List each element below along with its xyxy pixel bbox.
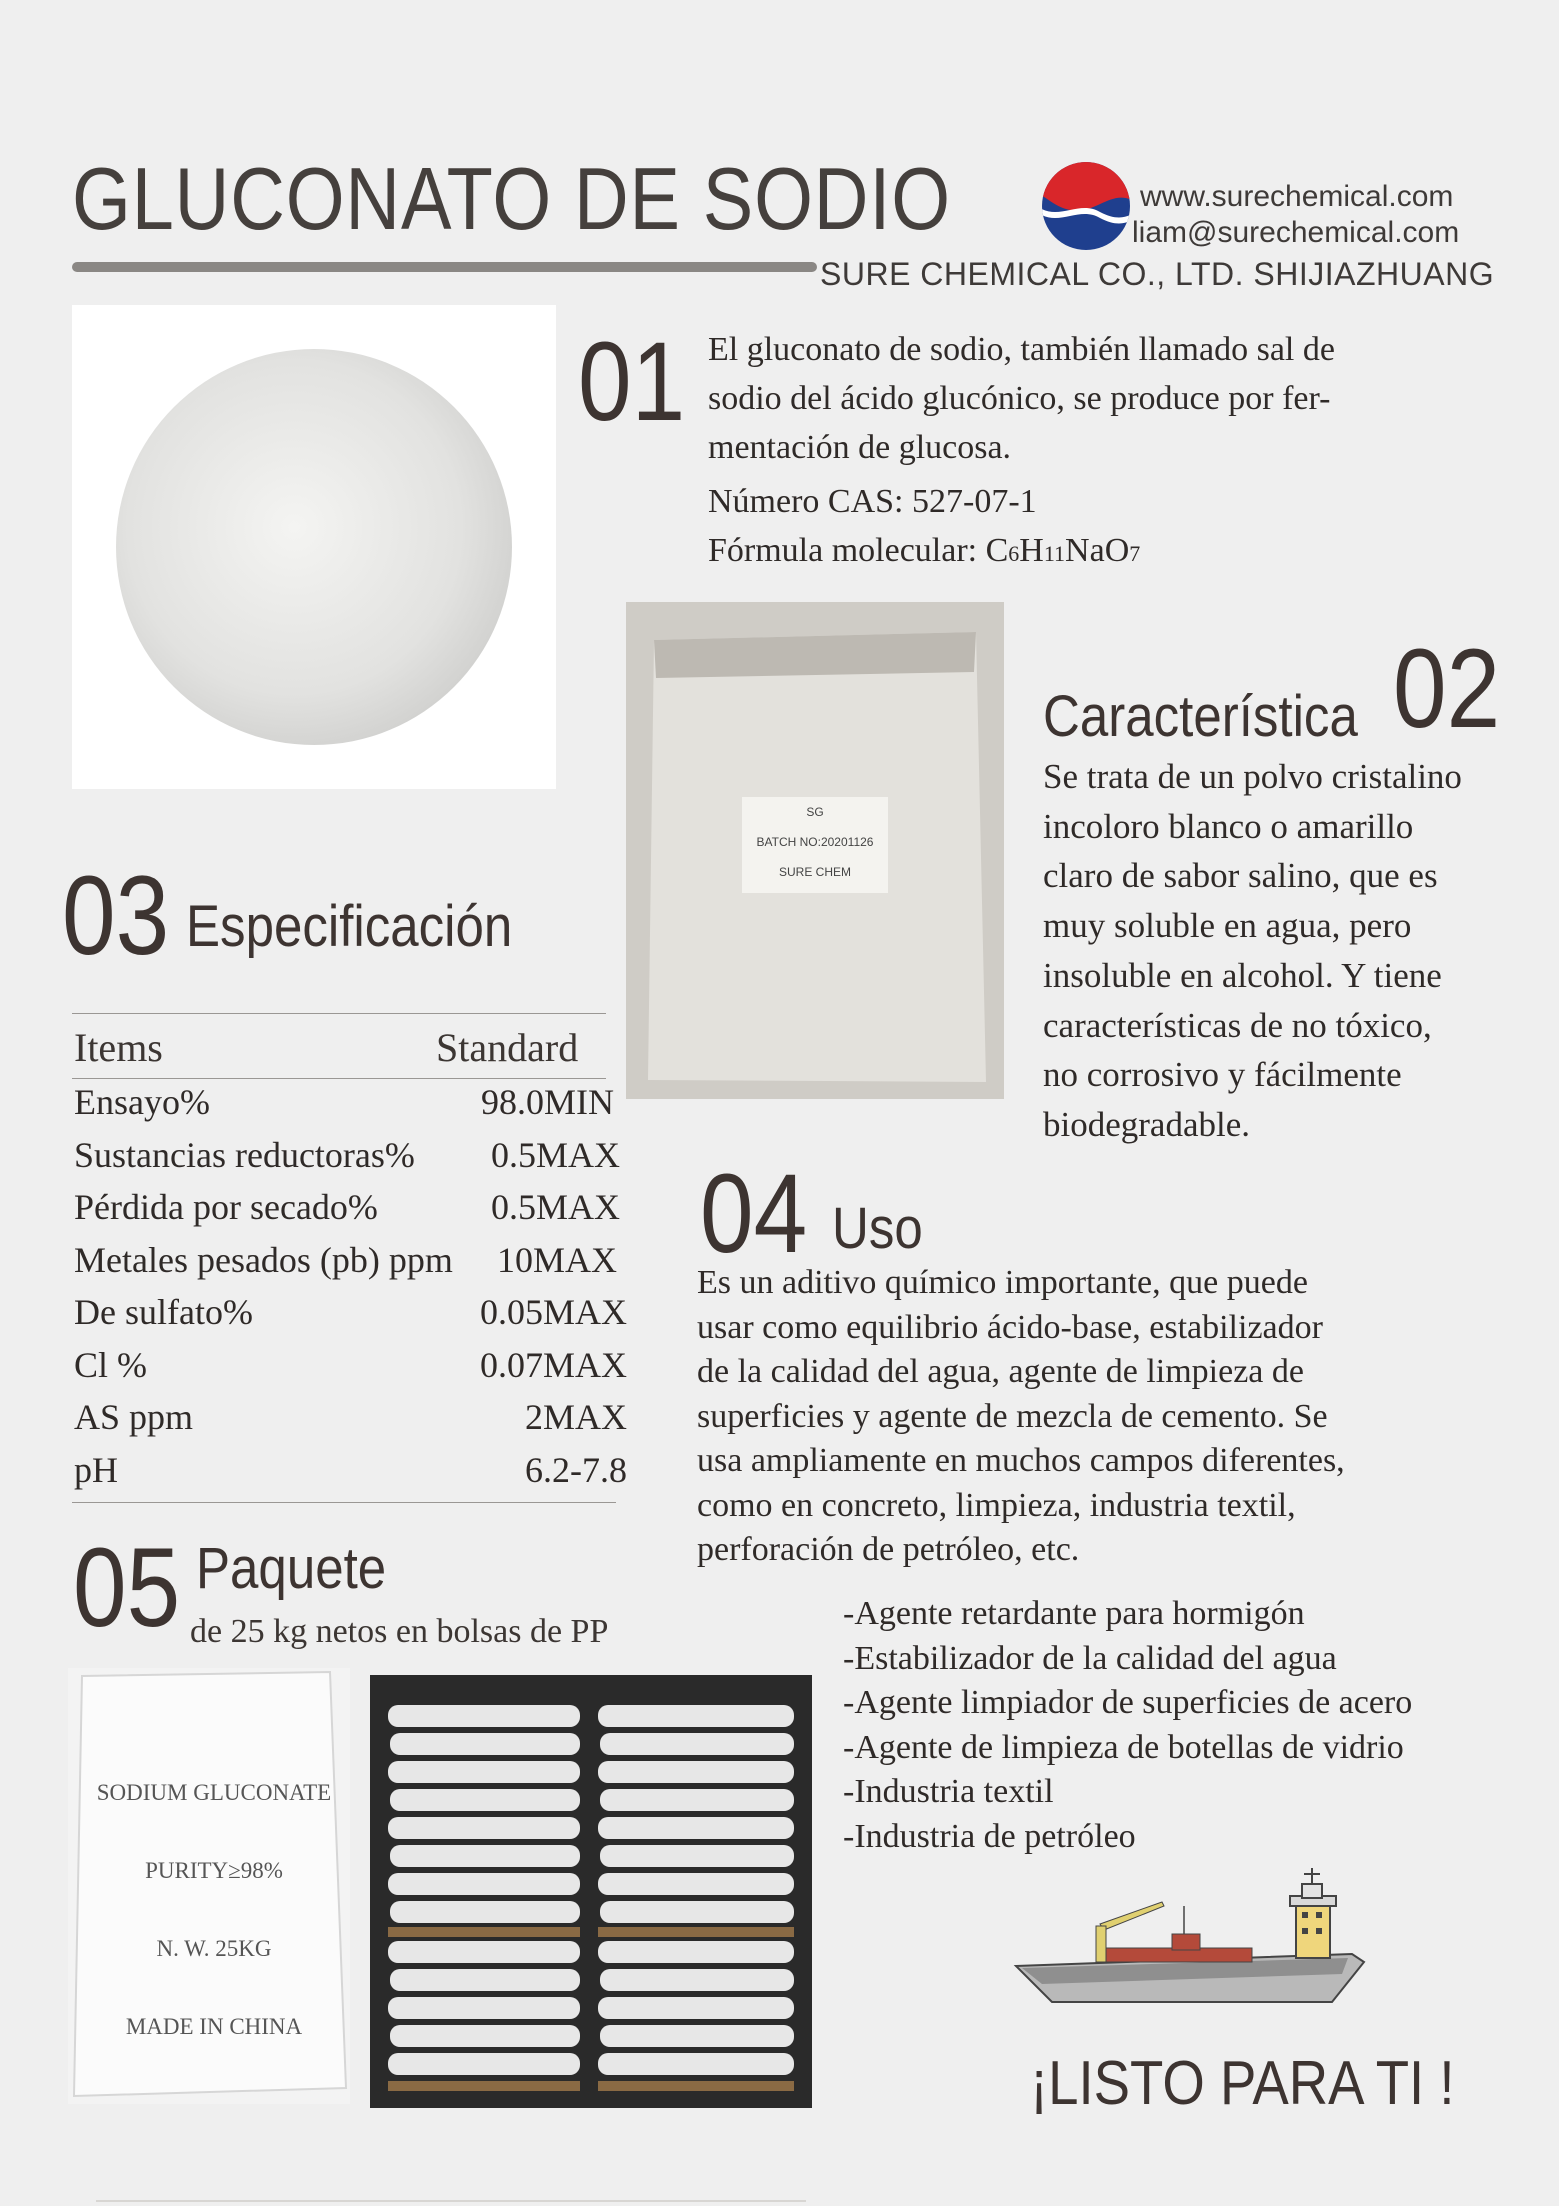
spec-item: Metales pesados (pb) ppm [74, 1239, 453, 1280]
bag-label-line: SG [806, 805, 824, 819]
section-02-line: no corrosivo y fácilmente [1043, 1055, 1402, 1095]
table-row [74, 1286, 627, 1339]
section-01-text [708, 325, 1335, 578]
cargo-ship-icon [1012, 1866, 1372, 2006]
spec-value: 10MAX [496, 1239, 617, 1280]
cas-number: Número CAS: 527-07-1 [708, 483, 1037, 520]
table-row [74, 1234, 627, 1287]
table-row [74, 1181, 627, 1234]
section-01-number: 01 [578, 319, 686, 444]
sack-label-line: N. W. 25KG [156, 1936, 272, 1961]
molecular-formula: Fórmula molecular: C6H11NaO7 [708, 532, 1141, 569]
spec-value: 0.5MAX [490, 1187, 620, 1228]
spec-bottom-rule [72, 1502, 616, 1503]
spec-value: 2MAX [524, 1397, 627, 1438]
sack-label [94, 1754, 334, 2066]
footer-rule [96, 2200, 806, 2202]
spec-value: 0.5MAX [490, 1134, 620, 1175]
section-01-line: mentación de glucosa. [708, 429, 1012, 466]
section-04-line: usar como equilibrio ácido-base, estabilizador [697, 1308, 1323, 1346]
section-03-number: 03 [62, 853, 170, 978]
section-02-text [1043, 752, 1462, 1150]
list-item: -Agente limpiador de superficies de acero [843, 1684, 1413, 1721]
section-02-line: biodegradable. [1043, 1104, 1250, 1144]
bag-label [742, 797, 888, 893]
spec-item: Sustancias reductoras% [74, 1134, 415, 1175]
section-04-line: Es un aditivo químico importante, que puede [697, 1264, 1308, 1301]
email-link[interactable]: liam@surechemical.com [1132, 216, 1460, 249]
section-05-title: Paquete [196, 1536, 387, 1601]
list-item: -Industria textil [843, 1773, 1054, 1810]
spec-item: Pérdida por secado% [74, 1187, 378, 1228]
section-02-line: Se trata de un polvo cristalino [1043, 757, 1462, 796]
section-01-line: El gluconato de sodio, también llamado sal de [708, 331, 1335, 368]
table-row [74, 1391, 627, 1444]
section-05-number: 05 [73, 1525, 181, 1650]
sack-label-line: SODIUM GLUCONATE [96, 1780, 332, 1805]
section-04-line: perforación de petróleo, etc. [697, 1531, 1080, 1568]
title-underline [72, 262, 817, 272]
list-item: -Estabilizador de la calidad del agua [843, 1639, 1337, 1677]
spec-value: 0.05MAX [479, 1292, 627, 1333]
spec-value: 98.0MIN [481, 1082, 614, 1123]
section-04-line: usa ampliamente en muchos campos diferentes, [697, 1442, 1345, 1479]
spec-item: pH [74, 1449, 118, 1490]
list-item: -Industria de petróleo [843, 1817, 1136, 1855]
company-name: SURE CHEMICAL CO., LTD. SHIJIAZHUANG [820, 256, 1495, 292]
spec-value: 6.2-7.8 [525, 1449, 627, 1490]
powder-photo [72, 305, 556, 789]
bag-label-line: BATCH NO:20201126 [756, 835, 874, 849]
page-title: GLUCONATO DE SODIO [72, 149, 951, 248]
section-01-line: sodio del ácido glucónico, se produce por fer- [708, 380, 1331, 417]
table-row [74, 1339, 627, 1392]
list-item: -Agente de limpieza de botellas de vidrio [843, 1728, 1404, 1766]
pallets-photo [370, 1675, 812, 2108]
section-04-text [697, 1261, 1345, 1573]
section-02-line: características de no tóxico, [1043, 1005, 1432, 1045]
website-link[interactable]: www.surechemical.com [1140, 180, 1454, 213]
sack-label-line: MADE IN CHINA [125, 2014, 303, 2039]
section-02-line: insoluble en alcohol. Y tiene [1043, 955, 1442, 995]
s-circle-logo-icon [1040, 160, 1132, 252]
section-04-line: como en concreto, limpieza, industria textil, [697, 1486, 1296, 1524]
spec-header-standard: Standard [436, 1025, 579, 1070]
spec-item: Ensayo% [74, 1082, 210, 1123]
bag-label-line: SURE CHEM [778, 865, 851, 879]
section-05-subtitle: de 25 kg netos en bolsas de PP [190, 1613, 609, 1650]
spec-value: 0.07MAX [479, 1344, 627, 1385]
table-row [74, 1076, 627, 1129]
section-02-number: 02 [1393, 626, 1501, 751]
spec-item: De sulfato% [74, 1292, 253, 1333]
list-item: -Agente retardante para hormigón [843, 1595, 1305, 1632]
section-04-line: de la calidad del agua, agente de limpieza de [697, 1353, 1304, 1390]
spec-item: AS ppm [74, 1397, 194, 1438]
section-04-title: Uso [832, 1196, 923, 1261]
spec-table [74, 1076, 627, 1496]
section-04-line: superficies y agente de mezcla de cemento. Se [697, 1397, 1328, 1435]
sack-photo [68, 1668, 350, 2104]
section-02-line: incoloro blanco o amarillo [1043, 806, 1414, 846]
ready-slogan: ¡LISTO PARA TI ! [1030, 2049, 1455, 2118]
table-row [74, 1129, 627, 1182]
spec-item: Cl % [74, 1344, 148, 1385]
section-03-title: Especificación [186, 894, 513, 959]
uses-list [843, 1592, 1412, 1859]
section-02-title: Característica [1043, 684, 1358, 749]
spec-header-items: Items [74, 1025, 163, 1070]
sample-bag-photo [626, 602, 1004, 1099]
table-row [74, 1444, 627, 1497]
section-02-line: muy soluble en agua, pero [1043, 906, 1412, 946]
section-02-line: claro de sabor salino, que es [1043, 856, 1438, 896]
sack-label-line: PURITY≥98% [145, 1858, 283, 1883]
spec-top-rule [72, 1013, 606, 1014]
section-04-number: 04 [700, 1151, 808, 1276]
